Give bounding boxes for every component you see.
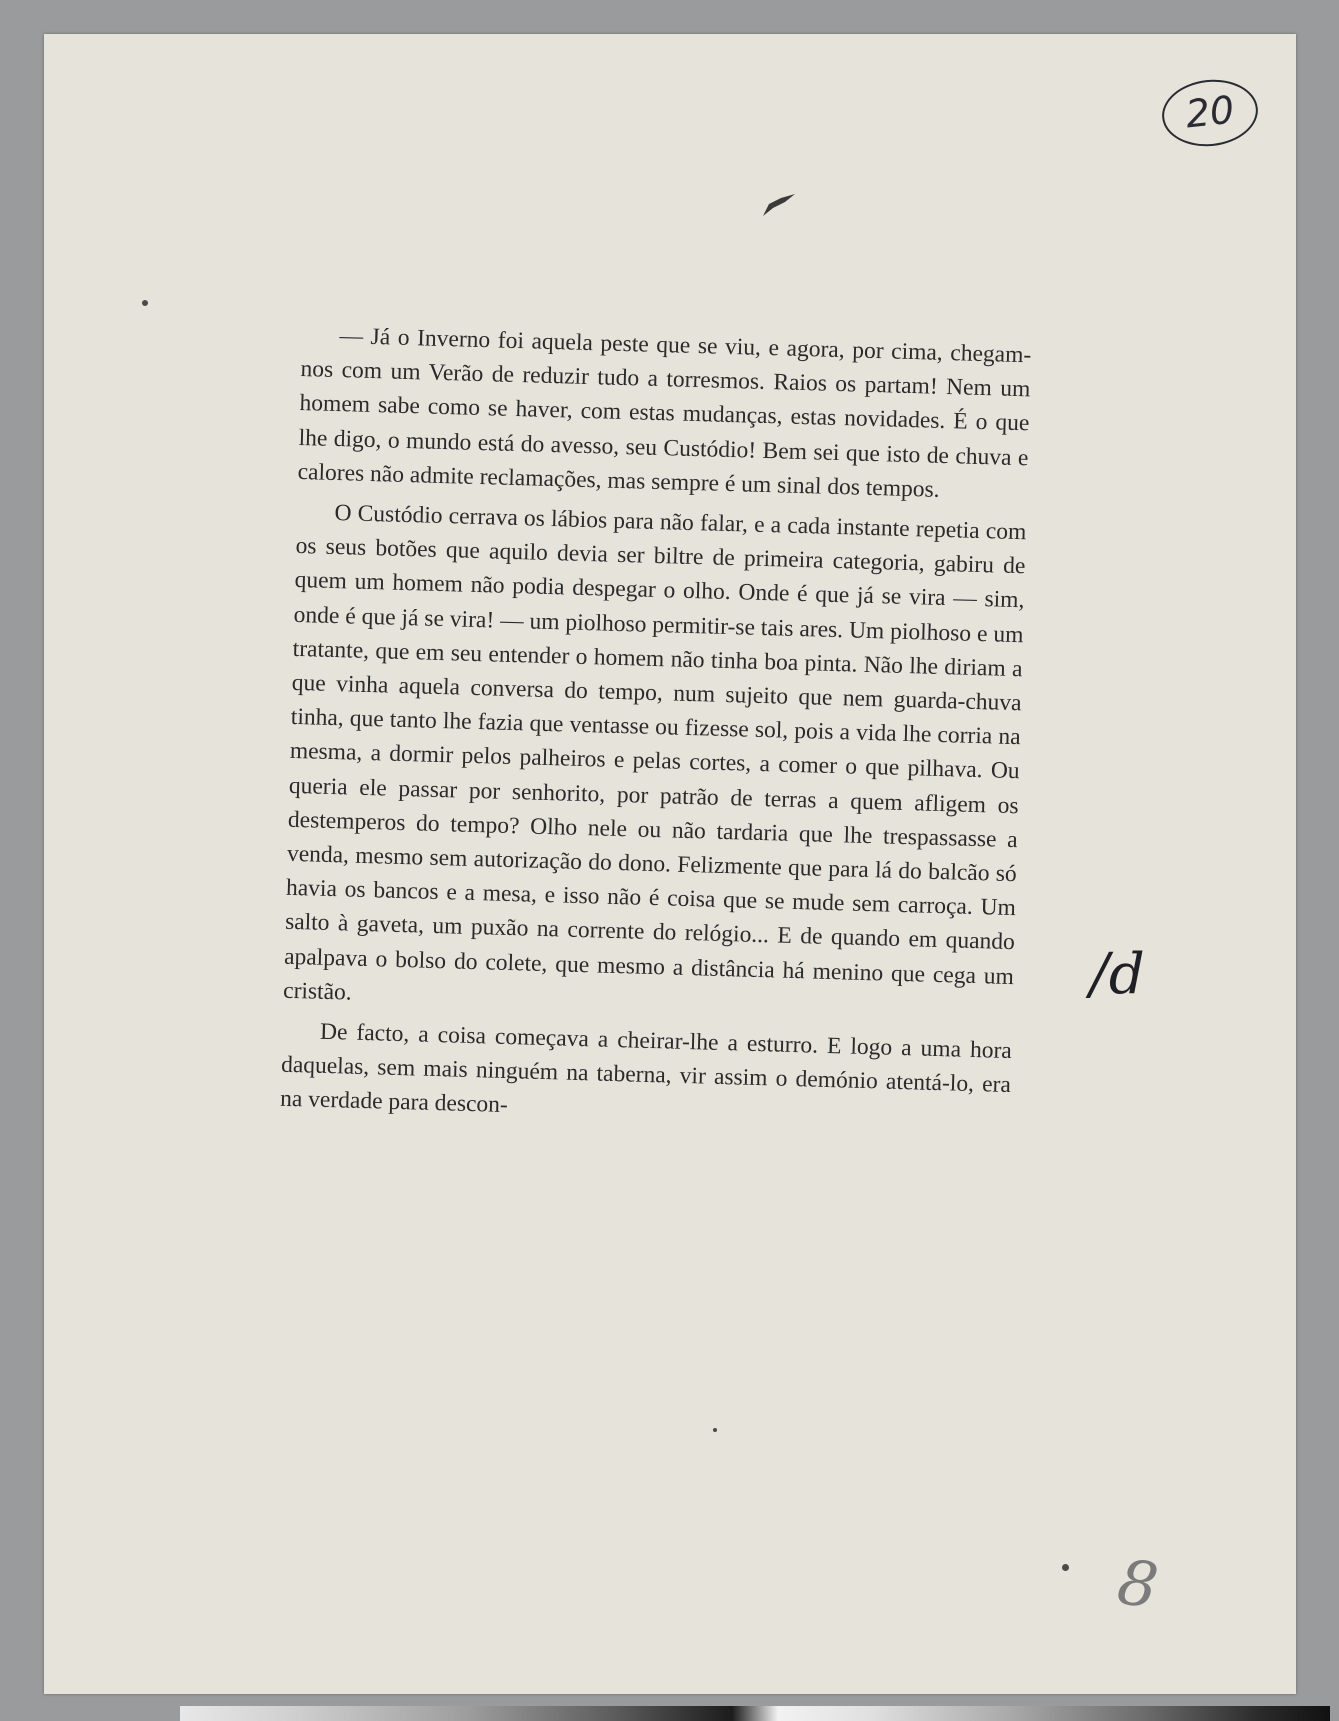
ink-mark-icon — [759, 190, 799, 220]
speck-dot — [713, 1428, 717, 1432]
paragraph-2: O Custódio cerrava os lábios para não falar, e a cada instante repetia com os seus botões que aquilo devia ser biltre de primeira categoria, gabiru de quem um homem não podia despegar o olho. Onde é que já se vira — sim, onde é que já se vira! — um piolhoso permitir-se tais ares. Um piolhoso e um tratante, que em seu entender o homem não tinha boa pinta. Não lhe diriam a que vinha aquela conversa do tempo, num sujeito que nem guarda-chuva tinha, que tanto lhe fazia que ventasse ou fizesse sol, pois a vida lhe corria na mesma, a dormir pelos palheiros e pelas cortes, a comer o que pilhava. Ou queria ele passar por senhorito, por patrão de terras a quem afligem os destemperos do tempo? Olho nele ou não tardaria que lhe trespassasse a venda, mesmo sem autorização do dono. Felizmente que para lá do balcão só havia os bancos e a mesa, e isso não é coisa que se mude sem carroça. Um salto à gaveta, um puxão na corrente do relógio... E de quando em quando apalpava o bolso do colete, que mesmo a distância há menino que cega um cristão. — [282, 500, 1027, 1006]
speck-dot — [1062, 1564, 1069, 1571]
typewritten-text — [280, 318, 1032, 1143]
speck-dot — [142, 300, 148, 306]
scan-calibration-strip — [180, 1706, 1330, 1721]
footer-annotation: 8 — [1113, 1544, 1163, 1623]
paragraph-3: De facto, a coisa começava a cheirar-lhe a esturro. E logo a uma hora daquelas, sem mais ninguém na taberna, vir assim o demónio atentá-lo, era na verdade para descon- — [279, 1018, 1013, 1119]
page-number-circle: 20 — [1159, 75, 1261, 151]
margin-annotation: /d — [1090, 942, 1145, 1007]
paragraph-1: — Já o Inverno foi aquela peste que se viu, e agora, por cima, chegam-nos com um Verão de reduzir tudo a torresmos. Raios os partam! Nem um homem sabe como se haver, com estas mudanças, estas novidades. É o que lhe digo, o mundo está do avesso, seu Custódio! Bem sei que isto de chuva e calores não admite reclamações, mas sempre é um sinal dos tempos. — [297, 323, 1032, 503]
